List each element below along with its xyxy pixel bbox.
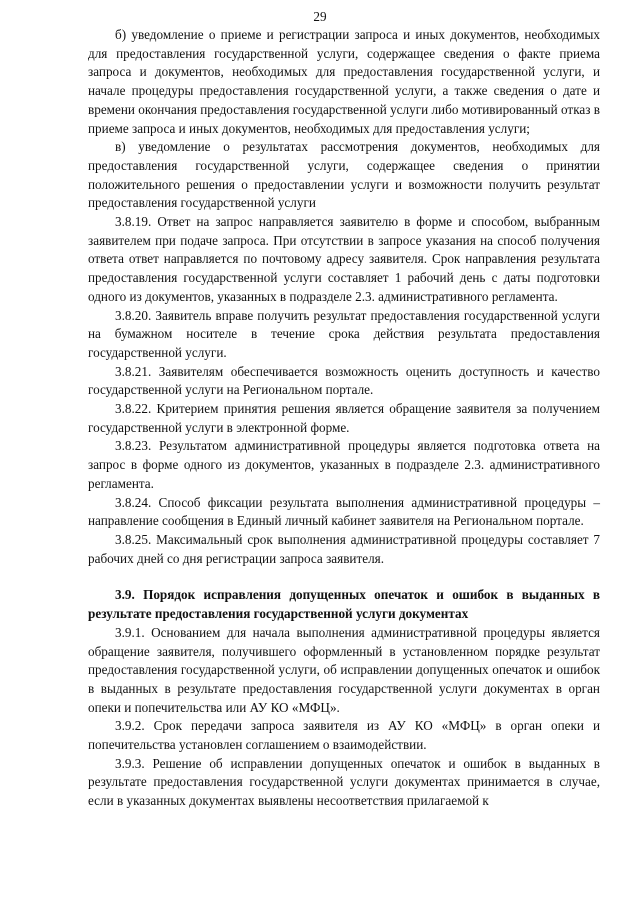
paragraph-3-8-20: 3.8.20. Заявитель вправе получить результат предоставления государственной услуги на бумажном носителе в течение срока действия результата предоставления государственной услуги. [88, 307, 600, 360]
paragraph-b-registration-notice: б) уведомление о приеме и регистрации запроса и иных документов, необходимых для предоставления государственной услуги, содержащее сведения о факте приема запроса и документов, необходимых для предоставления государственной услуги, и начале процедуры предоставления государственной услуги, а также сведения о дате и времени окончания предоставления государственной услуги либо мотивированный отказ в приеме запроса и иных документов, необходимых для предоставления услуги; [88, 27, 600, 136]
page-number: 29 [313, 9, 327, 24]
paragraph-3-9-3: 3.9.3. Решение об исправлении допущенных опечаток и ошибок в выданных в результате предоставления государственной услуги документах принимается в случае, если в указанных документах выявлены несоответствия прилагаемой к [88, 755, 600, 809]
section-heading-3-9: 3.9. Порядок исправления допущенных опечаток и ошибок в выданных в результате предоставления государственной услуги документах [88, 587, 600, 622]
paragraph-3-8-25: 3.8.25. Максимальный срок выполнения административной процедуры составляет 7 рабочих дней со дня регистрации запроса заявителя. [88, 531, 600, 566]
paragraph-3-8-24: 3.8.24. Способ фиксации результата выполнения административной процедуры – направление сообщения в Единый личный кабинет заявителя на Региональном портале. [88, 494, 600, 529]
paragraph-3-9-2: 3.9.2. Срок передачи запроса заявителя из АУ КО «МФЦ» в орган опеки и попечительства установлен соглашением о взаимодействии. [88, 718, 600, 753]
paragraph-3-8-19: 3.8.19. Ответ на запрос направляется заявителю в форме и способом, выбранным заявителем при подаче запроса. При отсутствии в запросе указания на способ получения ответа ответ направляется по почтовому адресу заявителя. Срок направления результата предоставления государственной услуги составляет 1 рабочий день с даты подготовки одного из документов, указанных в подразделе 2.3. административного регламента. [88, 214, 600, 304]
paragraph-v-review-result-notice: в) уведомление о результатах рассмотрения документов, необходимых для предоставления государственной услуги, содержащее сведения о принятии положительного решения о предоставлении услуги и возможности получить результат предоставления государственной услуги [88, 139, 600, 211]
paragraph-3-8-23: 3.8.23. Результатом административной процедуры является подготовка ответа на запрос в форме одного из документов, указанных в подразделе 2.3. административного регламента. [88, 438, 600, 491]
document-body [88, 26, 600, 811]
paragraph-3-8-21: 3.8.21. Заявителям обеспечивается возможность оценить доступность и качество государственной услуги на Региональном портале. [88, 363, 600, 398]
paragraph-3-9-1: 3.9.1. Основанием для начала выполнения административной процедуры является обращение заявителя, получившего оформленный в установленном порядке результат предоставления государственной услуги, об исправлении допущенных опечаток и ошибок в выданных в результате предоставления государственной услуги документах в орган опеки и попечительства или АУ КО «МФЦ». [88, 624, 600, 715]
paragraph-3-8-22: 3.8.22. Критерием принятия решения является обращение заявителя за получением государственной услуги в электронной форме. [88, 401, 600, 435]
